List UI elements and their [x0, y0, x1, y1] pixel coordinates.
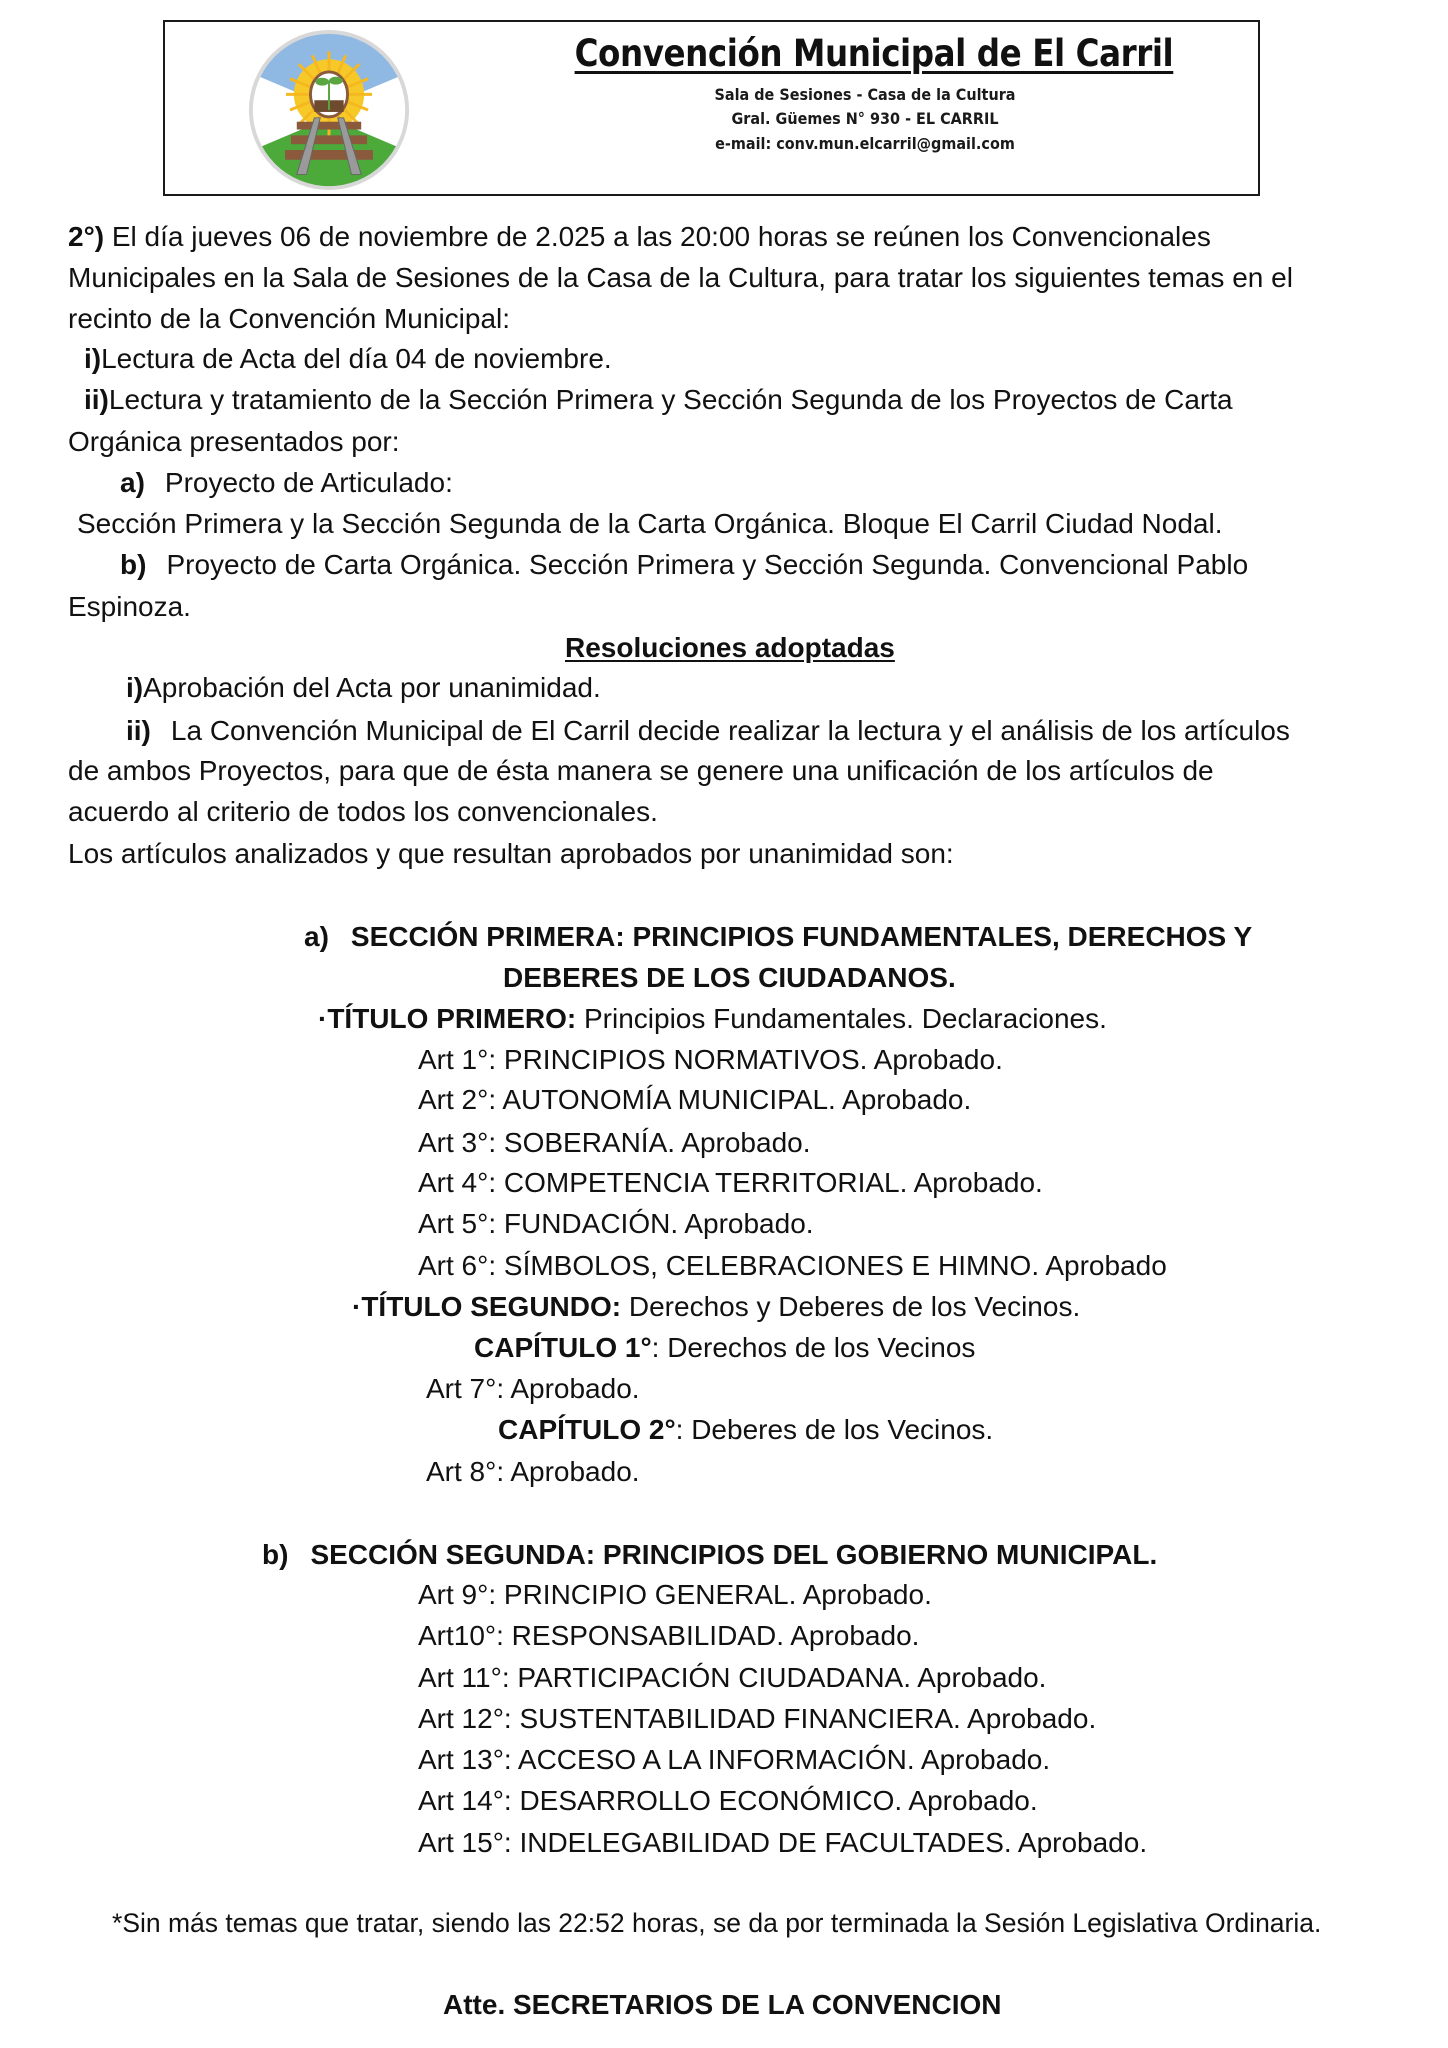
- agenda-sub-a-cont: Sección Primera y la Sección Segunda de la Carta Orgánica. Bloque El Carril Ciudad Nodal.: [77, 508, 1223, 539]
- section-title-text: SECCIÓN SEGUNDA: PRINCIPIOS DEL GOBIERNO MUNICIPAL.: [310, 1539, 1158, 1570]
- resolutions-heading: Resoluciones adoptadas: [565, 632, 895, 663]
- intro-text: El día jueves 06 de noviembre de 2.025 a las 20:00 horas se reúnen los Convencionales: [104, 221, 1211, 252]
- article-item: Art 4°: COMPETENCIA TERRITORIAL. Aprobado.: [418, 1167, 1043, 1198]
- agenda-text: Proyecto de Carta Orgánica. Sección Primera y Sección Segunda. Convencional Pablo: [166, 549, 1249, 580]
- item-number: 2°): [68, 221, 105, 252]
- closing-note: *Sin más temas que tratar, siendo las 22:52 horas, se da por terminada la Sesión Legislativa Ordinaria.: [112, 1908, 1322, 1938]
- resolution-marker: ii): [126, 715, 151, 746]
- article-item: Art 7°: Aprobado.: [426, 1373, 640, 1404]
- letterhead: [163, 20, 1260, 196]
- agenda-marker: b): [120, 549, 147, 580]
- article-item: Art 13°: ACCESO A LA INFORMACIÓN. Aprobado.: [418, 1744, 1051, 1775]
- article-item: Art 11°: PARTICIPACIÓN CIUDADANA. Aprobado.: [418, 1662, 1047, 1693]
- agenda-marker: a): [120, 467, 145, 498]
- resolution-item-ii-cont-1: de ambos Proyectos, para que de ésta manera se genere una unificación de los artículos de: [68, 755, 1214, 786]
- section-b-title: [262, 1538, 1157, 1572]
- article-item: Art 8°: Aprobado.: [426, 1456, 640, 1487]
- capitulo-2: [498, 1413, 993, 1447]
- agenda-item-i: [84, 342, 612, 376]
- section-a-title: [304, 920, 1252, 954]
- agenda-text: Lectura y tratamiento de la Sección Primera y Sección Segunda de los Proyectos de Carta: [108, 384, 1233, 415]
- capitulo-label: CAPÍTULO 2°: [498, 1414, 676, 1445]
- municipal-emblem-icon: [245, 28, 413, 192]
- titulo-text: Derechos y Deberes de los Vecinos.: [621, 1291, 1081, 1322]
- article-item: Art 12°: SUSTENTABILIDAD FINANCIERA. Aprobado.: [418, 1703, 1097, 1734]
- resolution-item-ii-cont-2: acuerdo al criterio de todos los convencionales.: [68, 796, 658, 827]
- letterhead-street-line: Gral. Güemes N° 930 - EL CARRIL: [731, 109, 999, 128]
- agenda-sub-b-cont: Espinoza.: [68, 591, 191, 622]
- section-title-text: SECCIÓN PRIMERA: PRINCIPIOS FUNDAMENTALES, DERECHOS Y: [350, 921, 1253, 952]
- article-item: Art10°: RESPONSABILIDAD. Aprobado.: [418, 1620, 920, 1651]
- titulo-label: ·TÍTULO SEGUNDO:: [352, 1291, 622, 1322]
- signature: Atte. SECRETARIOS DE LA CONVENCION: [443, 1989, 1002, 2020]
- article-item: Art 14°: DESARROLLO ECONÓMICO. Aprobado.: [418, 1785, 1038, 1816]
- resolution-item-i: [126, 671, 601, 705]
- section-marker: b): [262, 1539, 289, 1570]
- resolution-text: Aprobación del Acta por unanimidad.: [143, 672, 601, 703]
- article-item: Art 1°: PRINCIPIOS NORMATIVOS. Aprobado.: [418, 1044, 1003, 1075]
- intro-line-2: Municipales en la Sala de Sesiones de la Casa de la Cultura, para tratar los siguientes temas en el: [68, 262, 1293, 293]
- titulo-label: ·TÍTULO PRIMERO:: [318, 1003, 577, 1034]
- section-a-title-cont: DEBERES DE LOS CIUDADANOS.: [503, 962, 956, 993]
- article-item: Art 2°: AUTONOMÍA MUNICIPAL. Aprobado.: [418, 1084, 972, 1115]
- article-item: Art 6°: SÍMBOLOS, CELEBRACIONES E HIMNO. Aprobado: [418, 1250, 1167, 1281]
- agenda-marker: ii): [84, 384, 109, 415]
- agenda-marker: i): [84, 343, 102, 374]
- resolution-item-ii: [126, 714, 1290, 748]
- capitulo-text: : Deberes de los Vecinos.: [675, 1414, 994, 1445]
- article-item: Art 9°: PRINCIPIO GENERAL. Aprobado.: [418, 1579, 932, 1610]
- article-item: Art 15°: INDELEGABILIDAD DE FACULTADES. Aprobado.: [418, 1827, 1148, 1858]
- letterhead-email-line: e-mail: conv.mun.elcarril@gmail.com: [715, 134, 1015, 153]
- capitulo-text: : Derechos de los Vecinos: [651, 1332, 976, 1363]
- agenda-text: Proyecto de Articulado:: [164, 467, 453, 498]
- agenda-text: Lectura de Acta del día 04 de noviembre.: [101, 343, 612, 374]
- letterhead-address-line: Sala de Sesiones - Casa de la Cultura: [714, 85, 1016, 104]
- agenda-item-ii: [84, 383, 1233, 417]
- titulo-segundo: [352, 1290, 1080, 1324]
- capitulo-1: [474, 1331, 975, 1365]
- resolution-marker: i): [126, 672, 144, 703]
- article-item: Art 3°: SOBERANÍA. Aprobado.: [418, 1127, 811, 1158]
- intro-line-1: [68, 220, 1211, 254]
- agenda-sub-b: [120, 548, 1248, 582]
- letterhead-title: Convención Municipal de El Carril: [574, 32, 1174, 75]
- article-item: Art 5°: FUNDACIÓN. Aprobado.: [418, 1208, 814, 1239]
- section-marker: a): [304, 921, 329, 952]
- titulo-text: Principios Fundamentales. Declaraciones.: [576, 1003, 1107, 1034]
- capitulo-label: CAPÍTULO 1°: [474, 1332, 652, 1363]
- resolution-text: La Convención Municipal de El Carril decide realizar la lectura y el análisis de los artículos: [170, 715, 1290, 746]
- resolutions-summary: Los artículos analizados y que resultan aprobados por unanimidad son:: [68, 838, 954, 869]
- agenda-item-ii-cont: Orgánica presentados por:: [68, 426, 400, 457]
- agenda-sub-a: [120, 466, 453, 500]
- titulo-primero: [318, 1002, 1107, 1036]
- intro-line-3: recinto de la Convención Municipal:: [68, 303, 511, 334]
